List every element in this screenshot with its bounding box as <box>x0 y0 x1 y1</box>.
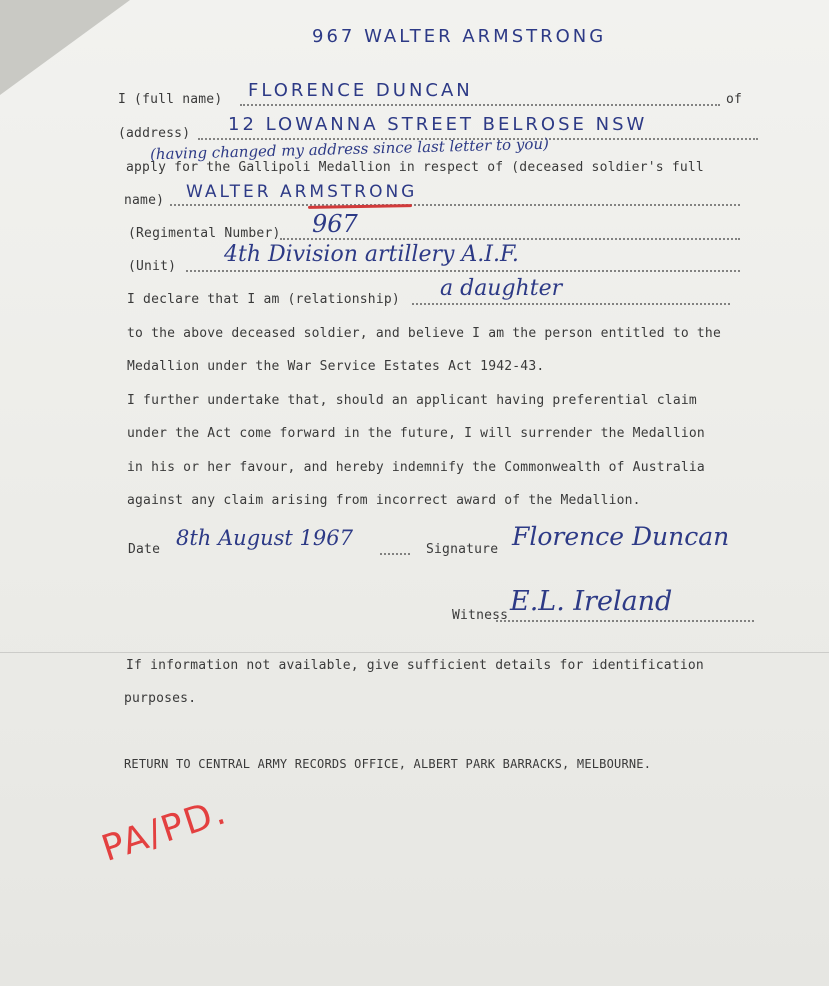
full-name-label: I (full name) <box>118 92 223 107</box>
red-office-mark: PA/PD. <box>96 791 233 870</box>
undertaking-line: against any claim arising from incorrect award of the Medallion. <box>127 493 641 508</box>
header-note: 967 WALTER ARMSTRONG <box>312 26 607 47</box>
info-note-line: If information not available, give sufficient details for identification <box>126 658 704 673</box>
unit-dotted-line <box>186 270 740 272</box>
address-note: (having changed my address since last letter to you) <box>149 134 550 164</box>
address-value: 12 LOWANNA STREET BELROSE NSW <box>228 114 648 135</box>
undertaking-line: I further undertake that, should an applicant having preferential claim <box>127 393 697 408</box>
soldier-name-value: WALTER ARMSTRONG <box>186 182 418 202</box>
fold-crease <box>0 652 829 653</box>
unit-value: 4th Division artillery A.I.F. <box>224 242 519 267</box>
regimental-number-label: (Regimental Number) <box>128 226 281 241</box>
folded-corner <box>0 0 130 95</box>
return-address-line: RETURN TO CENTRAL ARMY RECORDS OFFICE, ALBERT PARK BARRACKS, MELBOURNE. <box>124 757 652 771</box>
regimental-number-dotted-line <box>280 238 740 240</box>
info-note-line: purposes. <box>124 691 197 706</box>
full-name-dotted-line <box>240 104 720 106</box>
date-label: Date <box>128 542 161 557</box>
declaration-line: to the above deceased soldier, and believe I am the person entitled to the <box>127 326 721 341</box>
soldier-name-label: name) <box>124 193 165 208</box>
signature-value: Florence Duncan <box>512 522 730 551</box>
red-underline <box>308 204 412 209</box>
of-label: of <box>726 92 743 107</box>
relationship-label: I declare that I am (relationship) <box>127 292 400 307</box>
relationship-value: a daughter <box>440 276 563 301</box>
undertaking-line: in his or her favour, and hereby indemnify the Commonwealth of Australia <box>127 460 705 475</box>
apply-statement: apply for the Gallipoli Medallion in respect of (deceased soldier's full <box>126 160 704 175</box>
undertaking-line: under the Act come forward in the future, I will surrender the Medallion <box>127 426 705 441</box>
witness-signature: E.L. Ireland <box>510 586 673 617</box>
full-name-value: FLORENCE DUNCAN <box>248 80 473 101</box>
address-label: (address) <box>118 126 191 141</box>
signature-label: Signature <box>426 542 499 557</box>
regimental-number-value: 967 <box>312 210 358 238</box>
unit-label: (Unit) <box>128 259 177 274</box>
witness-dotted-line <box>496 620 754 622</box>
date-value: 8th August 1967 <box>176 526 353 550</box>
relationship-dotted-line <box>412 303 730 305</box>
date-dotted-line <box>380 553 410 555</box>
soldier-name-dotted-line <box>170 204 740 206</box>
declaration-line: Medallion under the War Service Estates Act 1942-43. <box>127 359 545 374</box>
witness-label: Witness <box>452 608 509 623</box>
